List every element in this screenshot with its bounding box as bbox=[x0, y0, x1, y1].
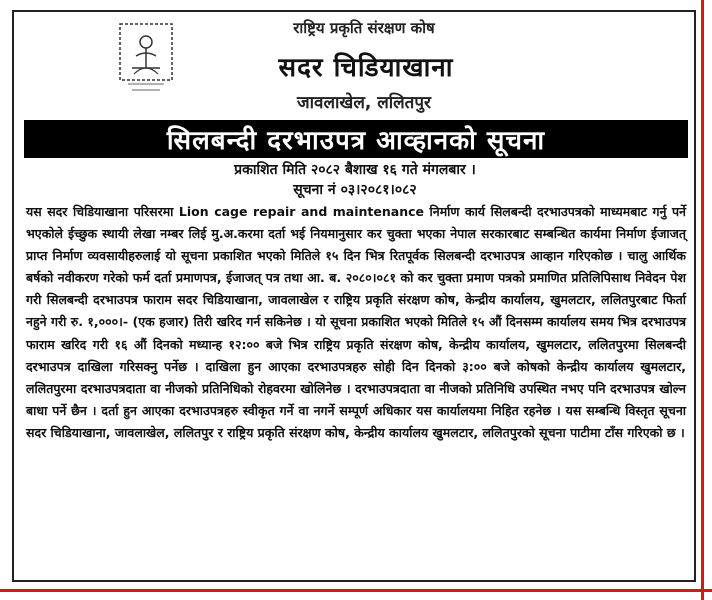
banner-text: सिलबन्दी दरभाउपत्र आव्हानको सूचना bbox=[166, 126, 546, 156]
notice-banner bbox=[24, 120, 688, 158]
organization-name: राष्ट्रिय प्रकृति संरक्षण कोष bbox=[293, 19, 435, 37]
red-border-right bbox=[701, 0, 704, 600]
page-title: सदर चिडियाखाना bbox=[278, 53, 454, 83]
publication-date: प्रकाशित मिति २०८२ बैशाख १६ गते मंगलबार । bbox=[234, 162, 476, 178]
notice-body: यस सदर चिडियाखाना परिसरमा Lion cage repair and maintenance निर्माण कार्य सिलबन्दी दरभाउपत्रको माध्यमबाट गर्नु पर्ने भएकोले ईच्छुक स्थायी लेखा नम्बर लिई मु.अ.करमा दर्ता भई नियमानुसार कर चुक्ता भएका नेपाल सरकारबाट सम्बन्धित कार्यमा निर्माण ईजाजत् प्राप्त निर्माण व्यवसायीहरुलाई यो सूचना प्रकाशित भएको मितिले १५ दिन भित्र रितपूर्वक सिलबन्दी दरभाउपत्र आव्हान गरिएकोछ । चालु आर्थिक बर्षको नवीकरण गरेको फर्म दर्ता प्रमाणपत्र, ईजाजत् पत्र तथा आ. ब. २०८०।०८१ को कर चुक्ता प्रमाण पत्रको प्रमाणित प्रतिलिपिसाथ निवेदन पेश गरी सिलबन्दी दरभाउपत्र फाराम सदर चिडियाखाना, जावलाखेल र राष्ट्रिय प्रकृति संरक्षण कोष, केन्द्रीय कार्यालय, खुमलटार, ललितपुरबाट फिर्ता नहुने गरी रु. १,०००।- (एक हजार) तिरी खरिद गर्न सकिनेछ । यो सूचना प्रकाशित भएको मितिले १५ औं दिनसम्म कार्यालय समय भित्र दरभाउपत्र फाराम खरिद गरी १६ औं दिनको मध्यान्ह १२:०० बजे भित्र राष्ट्रिय प्रकृति संरक्षण कोष, केन्द्रीय कार्यालय, खुमलटार, ललितपुरमा सिलबन्दी दरभाउपत्र दाखिला गरिसक्नु पर्नेछ । दाखिला हुन आएका दरभाउपत्रहरु सोही दिन दिनको ३:०० बजे कोषको केन्द्रीय कार्यालय खुमलटार, ललितपुरमा दरभाउपत्रदाता वा नीजको प्रतिनिधिको रोहवरमा खोलिनेछ । दरभाउपत्रदाता वा नीजको प्रतिनिधि उपस्थित नभए पनि दरभाउपत्र खोल्न बाधा पर्ने छैन । दर्ता हुन आएका दरभाउपत्रहरु स्वीकृत गर्ने वा नगर्ने सम्पूर्ण अधिकार यस कार्यालयमा निहित रहनेछ । यस सम्बन्धि विस्तृत सूचना सदर चिडियाखाना, जावलाखेल, ललितपुर र राष्ट्रिय प्रकृति संरक्षण कोष, केन्द्रीय कार्यालय खुमलटार, ललितपुरको सूचना पाटीमा टाँस गरिएको छ । bbox=[26, 204, 686, 440]
red-border-bottom bbox=[0, 589, 712, 592]
ntnc-emblem-icon bbox=[118, 22, 174, 98]
notice-number: सूचना नं ०३।२०८१।०८२ bbox=[293, 182, 417, 198]
location-text: जावलाखेल, ललितपुर bbox=[297, 93, 431, 113]
